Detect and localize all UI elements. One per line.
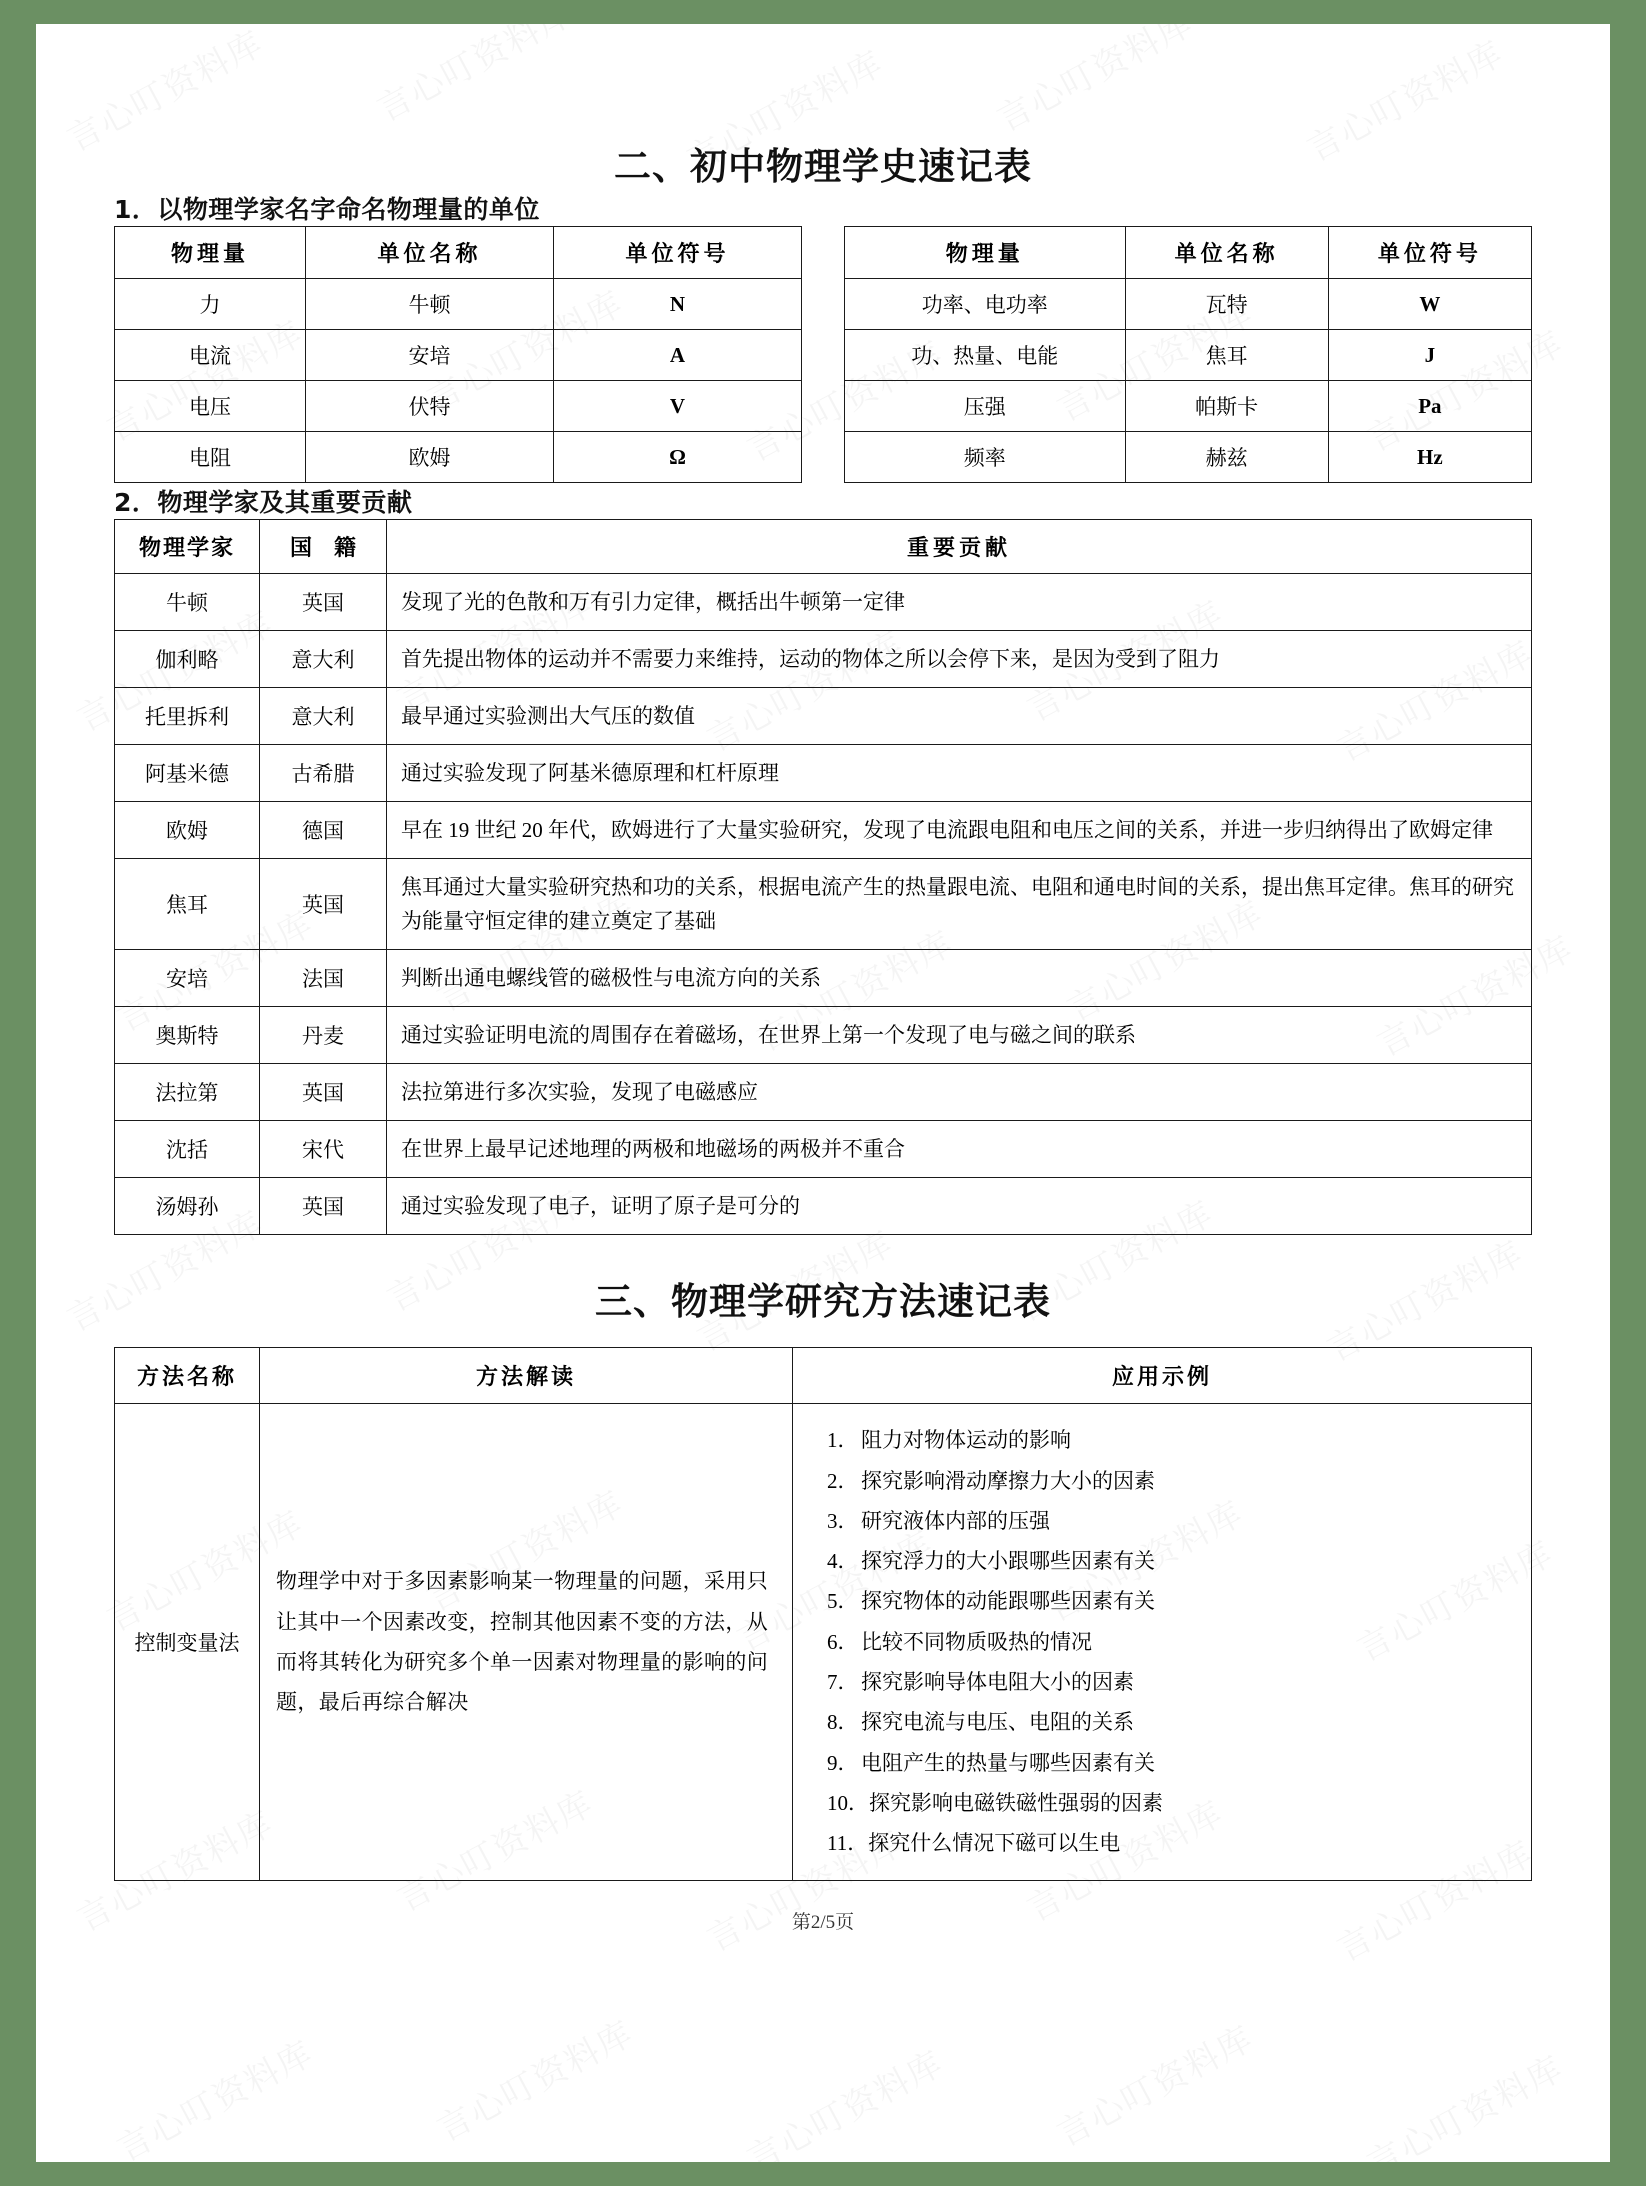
cell-method-examples xyxy=(793,1404,1532,1880)
subsection-2-heading: 2．物理学家及其重要贡献 xyxy=(114,488,413,517)
cell-contribution: 焦耳通过大量实验研究热和功的关系，根据电流产生的热量跟电流、电阻和通电时间的关系，提出焦耳定律。焦耳的研究为能量守恒定律的建立奠定了基础 xyxy=(387,859,1532,950)
cell-contribution: 判断出通电螺线管的磁极性与电流方向的关系 xyxy=(387,950,1532,1007)
list-item xyxy=(827,1662,1515,1702)
cell-unit-symbol: J xyxy=(1328,330,1531,381)
table-row xyxy=(115,631,1532,688)
table-row xyxy=(115,1007,1532,1064)
item-number: 6． xyxy=(827,1629,859,1654)
col-header-physicist: 物理学家 xyxy=(115,520,260,574)
cell-physicist: 欧姆 xyxy=(115,802,260,859)
col-header-unit-name: 单位名称 xyxy=(305,227,553,279)
cell-quantity: 压强 xyxy=(845,381,1126,432)
item-number: 3． xyxy=(827,1508,859,1533)
watermark-text xyxy=(107,2026,321,2162)
item-number: 10． xyxy=(827,1791,869,1815)
method-table xyxy=(114,1347,1532,1880)
page-footer: 第2/5页 xyxy=(791,1911,855,1933)
cell-unit-name: 帕斯卡 xyxy=(1125,381,1328,432)
table-row xyxy=(115,574,1532,631)
col-header-unit-symbol: 单位符号 xyxy=(553,227,801,279)
cell-quantity: 电阻 xyxy=(115,432,306,483)
item-text: 比较不同物质吸热的情况 xyxy=(861,1629,1092,1654)
cell-contribution: 早在 19 世纪 20 年代，欧姆进行了大量实验研究，发现了电流跟电阻和电压之间的关系，并进一步归纳得出了欧姆定律 xyxy=(387,802,1532,859)
cell-country: 丹麦 xyxy=(260,1007,387,1064)
table-row xyxy=(115,330,802,381)
cell-unit-symbol: V xyxy=(553,381,801,432)
table-row xyxy=(115,1404,1532,1880)
cell-unit-symbol: W xyxy=(1328,279,1531,330)
table-row xyxy=(115,381,802,432)
cell-physicist: 伽利略 xyxy=(115,631,260,688)
cell-quantity: 电压 xyxy=(115,381,306,432)
list-item xyxy=(827,1541,1515,1581)
cell-unit-symbol: A xyxy=(553,330,801,381)
cell-physicist: 沈括 xyxy=(115,1121,260,1178)
unit-table-left xyxy=(114,226,802,483)
cell-country: 意大利 xyxy=(260,631,387,688)
table-row xyxy=(845,381,1532,432)
page-content xyxy=(36,24,1610,1934)
col-header-contribution: 重要贡献 xyxy=(387,520,1532,574)
cell-quantity: 电流 xyxy=(115,330,306,381)
cell-unit-name: 安培 xyxy=(305,330,553,381)
item-text: 探究影响滑动摩擦力大小的因素 xyxy=(861,1468,1155,1493)
cell-unit-name: 焦耳 xyxy=(1125,330,1328,381)
cell-physicist: 汤姆孙 xyxy=(115,1178,260,1235)
cell-method-name: 控制变量法 xyxy=(115,1404,260,1880)
list-item xyxy=(827,1420,1515,1460)
col-header-method-examples: 应用示例 xyxy=(793,1348,1532,1404)
list-item xyxy=(827,1783,1515,1823)
cell-physicist: 阿基米德 xyxy=(115,745,260,802)
item-text: 探究影响电磁铁磁性强弱的因素 xyxy=(869,1791,1163,1815)
cell-quantity: 功率、电功率 xyxy=(845,279,1126,330)
physicists-table xyxy=(114,519,1532,1235)
table-header-row xyxy=(845,227,1532,279)
item-number: 9． xyxy=(827,1750,859,1775)
cell-country: 英国 xyxy=(260,1064,387,1121)
item-text: 探究影响导体电阻大小的因素 xyxy=(861,1670,1134,1695)
cell-country: 法国 xyxy=(260,950,387,1007)
item-number: 2． xyxy=(827,1468,859,1493)
cell-country: 英国 xyxy=(260,1178,387,1235)
item-text: 电阻产生的热量与哪些因素有关 xyxy=(861,1750,1155,1775)
item-number: 5． xyxy=(827,1589,859,1614)
table-row xyxy=(115,1064,1532,1121)
cell-unit-name: 瓦特 xyxy=(1125,279,1328,330)
cell-contribution: 在世界上最早记述地理的两极和地磁场的两极并不重合 xyxy=(387,1121,1532,1178)
cell-unit-symbol: Pa xyxy=(1328,381,1531,432)
item-text: 阻力对物体运动的影响 xyxy=(861,1428,1071,1453)
cell-unit-name: 赫兹 xyxy=(1125,432,1328,483)
cell-method-desc: 物理学中对于多因素影响某一物理量的问题，采用只让其中一个因素改变，控制其他因素不变的方法，从而将其转化为研究多个单一因素对物理量的影响的问题，最后再综合解决 xyxy=(260,1404,793,1880)
cell-unit-symbol: N xyxy=(553,279,801,330)
item-number: 7． xyxy=(827,1670,859,1695)
table-row xyxy=(845,432,1532,483)
cell-country: 古希腊 xyxy=(260,745,387,802)
unit-table-left-wrapper xyxy=(114,226,802,483)
table-row xyxy=(845,279,1532,330)
document-page xyxy=(36,24,1610,2162)
unit-tables-row xyxy=(114,226,1532,483)
table-row xyxy=(845,330,1532,381)
section-3-title: 三、物理学研究方法速记表 xyxy=(595,1280,1051,1324)
cell-country: 意大利 xyxy=(260,688,387,745)
unit-table-right-wrapper xyxy=(844,226,1532,483)
table-header-row xyxy=(115,227,802,279)
item-number: 1． xyxy=(827,1428,859,1453)
col-header-quantity: 物理量 xyxy=(115,227,306,279)
list-item xyxy=(827,1823,1515,1863)
table-row xyxy=(115,688,1532,745)
item-text: 探究什么情况下磁可以生电 xyxy=(868,1831,1121,1856)
list-item xyxy=(827,1622,1515,1662)
item-text: 探究浮力的大小跟哪些因素有关 xyxy=(861,1549,1155,1574)
item-text: 探究物体的动能跟哪些因素有关 xyxy=(861,1589,1155,1614)
watermark-text xyxy=(427,2006,641,2151)
watermark-text xyxy=(1357,2041,1571,2162)
cell-physicist: 法拉第 xyxy=(115,1064,260,1121)
table-header-row xyxy=(115,1348,1532,1404)
unit-table-right xyxy=(844,226,1532,483)
cell-quantity: 功、热量、电能 xyxy=(845,330,1126,381)
cell-contribution: 法拉第进行多次实验，发现了电磁感应 xyxy=(387,1064,1532,1121)
cell-contribution: 通过实验证明电流的周围存在着磁场，在世界上第一个发现了电与磁之间的联系 xyxy=(387,1007,1532,1064)
watermark-text xyxy=(737,2036,951,2162)
col-header-method-name: 方法名称 xyxy=(115,1348,260,1404)
cell-country: 英国 xyxy=(260,574,387,631)
cell-contribution: 首先提出物体的运动并不需要力来维持，运动的物体之所以会停下来，是因为受到了阻力 xyxy=(387,631,1532,688)
subsection-1-heading: 1．以物理学家名字命名物理量的单位 xyxy=(114,195,540,224)
cell-contribution: 发现了光的色散和万有引力定律，概括出牛顿第一定律 xyxy=(387,574,1532,631)
list-item xyxy=(827,1501,1515,1541)
cell-quantity: 力 xyxy=(115,279,306,330)
table-row xyxy=(115,279,802,330)
list-item xyxy=(827,1581,1515,1621)
cell-physicist: 奥斯特 xyxy=(115,1007,260,1064)
table-header-row xyxy=(115,520,1532,574)
col-header-country: 国 籍 xyxy=(260,520,387,574)
cell-unit-symbol: Hz xyxy=(1328,432,1531,483)
cell-contribution: 通过实验发现了电子，证明了原子是可分的 xyxy=(387,1178,1532,1235)
cell-unit-name: 伏特 xyxy=(305,381,553,432)
watermark-text xyxy=(1047,2011,1261,2156)
cell-physicist: 焦耳 xyxy=(115,859,260,950)
cell-physicist: 安培 xyxy=(115,950,260,1007)
list-item xyxy=(827,1743,1515,1783)
cell-country: 宋代 xyxy=(260,1121,387,1178)
examples-list xyxy=(827,1420,1515,1863)
item-text: 研究液体内部的压强 xyxy=(861,1508,1050,1533)
table-row xyxy=(115,1178,1532,1235)
table-row xyxy=(115,432,802,483)
cell-country: 德国 xyxy=(260,802,387,859)
section-2-title: 二、初中物理学史速记表 xyxy=(614,145,1032,188)
table-row xyxy=(115,950,1532,1007)
col-header-unit-symbol: 单位符号 xyxy=(1328,227,1531,279)
item-text: 探究电流与电压、电阻的关系 xyxy=(861,1710,1134,1735)
section-3-title-block xyxy=(114,1235,1532,1325)
item-number: 8． xyxy=(827,1710,859,1735)
col-header-quantity: 物理量 xyxy=(845,227,1126,279)
col-header-method-desc: 方法解读 xyxy=(260,1348,793,1404)
cell-contribution: 通过实验发现了阿基米德原理和杠杆原理 xyxy=(387,745,1532,802)
table-row xyxy=(115,745,1532,802)
cell-unit-name: 欧姆 xyxy=(305,432,553,483)
cell-country: 英国 xyxy=(260,859,387,950)
item-number: 11． xyxy=(827,1831,869,1856)
list-item xyxy=(827,1702,1515,1742)
section-2-title-block xyxy=(114,24,1532,190)
cell-quantity: 频率 xyxy=(845,432,1126,483)
table-row xyxy=(115,1121,1532,1178)
cell-unit-symbol: Ω xyxy=(553,432,801,483)
item-number: 4． xyxy=(827,1549,859,1574)
cell-physicist: 托里拆利 xyxy=(115,688,260,745)
cell-unit-name: 牛顿 xyxy=(305,279,553,330)
col-header-unit-name: 单位名称 xyxy=(1125,227,1328,279)
cell-physicist: 牛顿 xyxy=(115,574,260,631)
table-row xyxy=(115,802,1532,859)
list-item xyxy=(827,1461,1515,1501)
cell-contribution: 最早通过实验测出大气压的数值 xyxy=(387,688,1532,745)
table-row xyxy=(115,859,1532,950)
